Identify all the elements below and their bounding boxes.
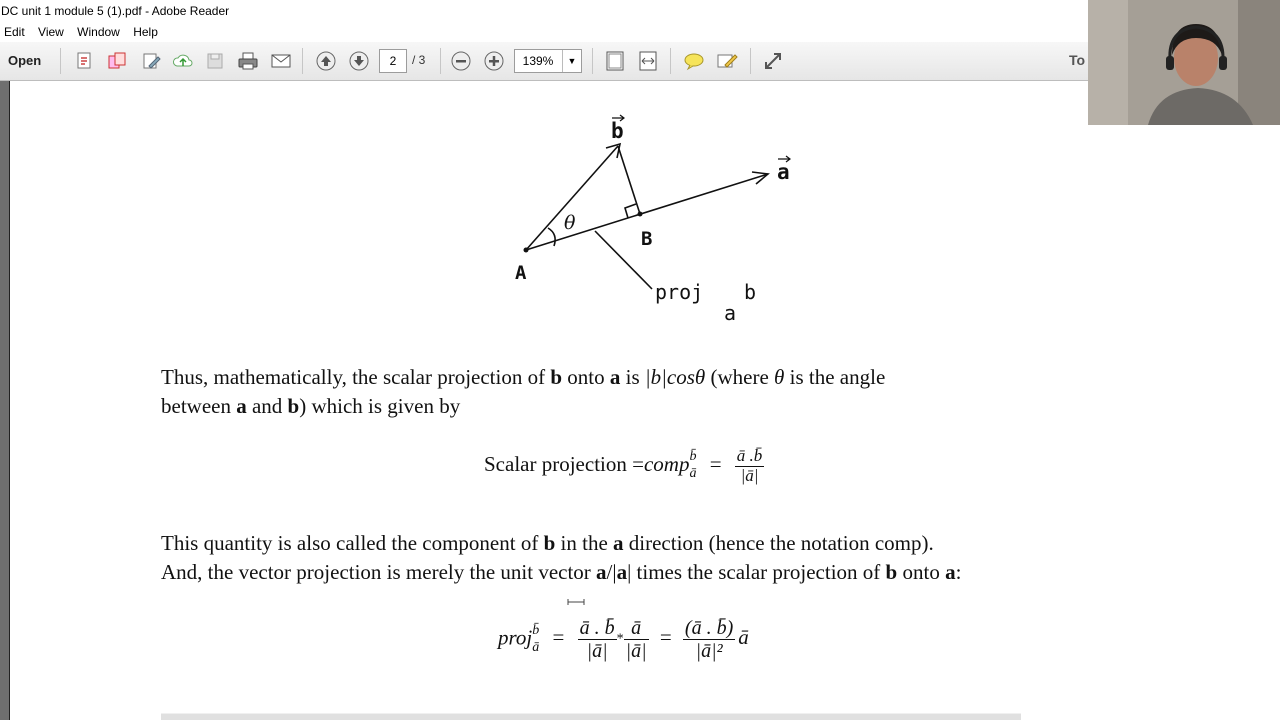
- label-proj-subscript: a: [724, 301, 737, 325]
- projection-figure: [500, 96, 800, 336]
- bold-text: a: [613, 531, 624, 555]
- text: ) which is given by: [299, 394, 461, 418]
- paragraph-2-line-2: [161, 560, 961, 585]
- text: onto: [897, 560, 946, 584]
- text: is: [620, 365, 645, 389]
- bold-text: b: [543, 531, 556, 555]
- comp-scripts: [689, 449, 696, 483]
- point-a-dot: [524, 248, 529, 253]
- text: is the angle: [784, 365, 886, 389]
- menu-view[interactable]: View: [38, 25, 64, 39]
- label-point-b: B: [641, 228, 653, 250]
- page-total: / 3: [412, 53, 426, 67]
- scalar-projection-equation: [484, 447, 764, 485]
- menu-help[interactable]: Help: [133, 25, 158, 39]
- bold-text: a: [596, 560, 607, 584]
- fraction: [624, 617, 649, 662]
- edit-icon[interactable]: [140, 51, 162, 71]
- fullscreen-icon[interactable]: [762, 51, 784, 71]
- text: in the: [555, 531, 614, 555]
- text: :: [955, 560, 962, 584]
- comment-icon[interactable]: [683, 51, 705, 71]
- denominator: |ā|: [625, 640, 647, 662]
- numerator: ā: [624, 617, 649, 640]
- bold-text: a: [616, 560, 628, 584]
- next-page-icon[interactable]: [348, 51, 370, 71]
- previous-page-icon[interactable]: [315, 51, 337, 71]
- menu-edit[interactable]: Edit: [4, 25, 25, 39]
- denominator: |ā|: [740, 465, 759, 485]
- label-vector-a: a: [777, 160, 790, 184]
- numerator: ā .b̄: [736, 446, 763, 465]
- text: And, the vector projection is merely the unit vector: [161, 560, 597, 584]
- zoom-out-icon[interactable]: [450, 51, 472, 71]
- create-pdf-icon[interactable]: [73, 51, 95, 71]
- math-text: θ: [774, 365, 785, 389]
- document-page: [0, 81, 1280, 720]
- label-vector-b: b: [611, 119, 624, 143]
- open-button[interactable]: Open: [8, 53, 42, 68]
- text: between: [161, 394, 237, 418]
- cut-off-text-fragment: [161, 709, 1021, 720]
- combine-files-icon[interactable]: [106, 51, 128, 71]
- equation-math: proj: [498, 625, 533, 650]
- cut-off-text-line: [161, 709, 1021, 720]
- fraction: [578, 617, 617, 662]
- fraction: [735, 447, 765, 485]
- bold-text: b: [287, 394, 300, 418]
- zoom-value: 139%: [522, 54, 554, 68]
- numerator: ā . b̄: [579, 617, 615, 639]
- text: (where: [705, 365, 775, 389]
- text: /|: [606, 560, 617, 584]
- label-point-a: A: [515, 262, 527, 284]
- window-title: DC unit 1 module 5 (1).pdf - Adobe Reader: [1, 4, 230, 18]
- bold-text: b: [550, 365, 563, 389]
- text: | times the scalar projection of: [627, 560, 886, 584]
- point-b-dot: [638, 212, 643, 217]
- chevron-down-icon[interactable]: ▼: [562, 50, 581, 72]
- print-icon[interactable]: [237, 51, 259, 71]
- label-proj-b: b: [744, 280, 757, 304]
- label-theta: θ: [564, 212, 576, 234]
- zoom-in-icon[interactable]: [483, 51, 505, 71]
- math-text: |b|cosθ: [644, 365, 706, 389]
- left-panel-edge: [0, 81, 10, 720]
- bold-text: b: [885, 560, 898, 584]
- superscript: b̄: [689, 449, 697, 465]
- subscript: ā: [689, 466, 697, 482]
- equals-sign: =: [709, 452, 722, 476]
- equation-math: comp: [643, 452, 690, 476]
- save-icon[interactable]: [204, 51, 226, 71]
- menu-bar: [0, 23, 1088, 42]
- email-icon[interactable]: [270, 51, 292, 71]
- equals-sign: =: [552, 625, 565, 650]
- toolbar-separator: [592, 48, 593, 74]
- title-bar: [0, 0, 1088, 23]
- paragraph-1-line-1: [161, 365, 885, 390]
- cloud-upload-icon[interactable]: [172, 51, 194, 71]
- webcam-person-image: [1088, 0, 1280, 125]
- menu-window[interactable]: Window: [77, 25, 120, 39]
- toolbar-separator: [670, 48, 671, 74]
- multiply-sign: *: [616, 631, 624, 647]
- superscript: b̄: [532, 622, 540, 638]
- equation-text: Scalar projection =: [484, 452, 644, 476]
- text: and: [246, 394, 288, 418]
- toolbar-separator: [440, 48, 441, 74]
- denominator: |ā|²: [695, 640, 723, 662]
- text: direction (hence the notation comp).: [623, 531, 934, 555]
- toolbar-separator: [60, 48, 61, 74]
- fit-width-icon[interactable]: [637, 51, 659, 71]
- bold-text: a: [609, 365, 621, 389]
- text: onto: [562, 365, 610, 389]
- text: Thus, mathematically, the scalar projection of: [161, 365, 551, 389]
- paragraph-1-line-2: [161, 394, 460, 419]
- toolbar-separator: [750, 48, 751, 74]
- equals-sign: =: [659, 625, 672, 650]
- fit-page-icon[interactable]: [604, 51, 626, 71]
- equation-math: ā: [738, 625, 749, 650]
- tools-link[interactable]: To: [1069, 52, 1086, 68]
- page-number-input[interactable]: 2: [379, 49, 407, 73]
- text: This quantity is also called the component of: [161, 531, 544, 555]
- toolbar: [0, 42, 1088, 81]
- vector-projection-equation: [498, 617, 749, 662]
- label-proj: proj: [655, 280, 704, 304]
- numerator: (ā . b̄): [684, 617, 734, 639]
- text-cursor-icon: [567, 593, 583, 599]
- zoom-select[interactable]: [514, 49, 582, 73]
- subscript: ā: [532, 639, 540, 655]
- toolbar-separator: [302, 48, 303, 74]
- paragraph-2-line-1: [161, 531, 934, 556]
- webcam-overlay: [1088, 0, 1280, 125]
- bold-text: a: [945, 560, 956, 584]
- denominator: |ā|: [586, 640, 608, 662]
- bold-text: a: [236, 394, 247, 418]
- fraction: [683, 617, 735, 662]
- sign-icon[interactable]: [716, 51, 738, 71]
- proj-scripts: [532, 623, 539, 657]
